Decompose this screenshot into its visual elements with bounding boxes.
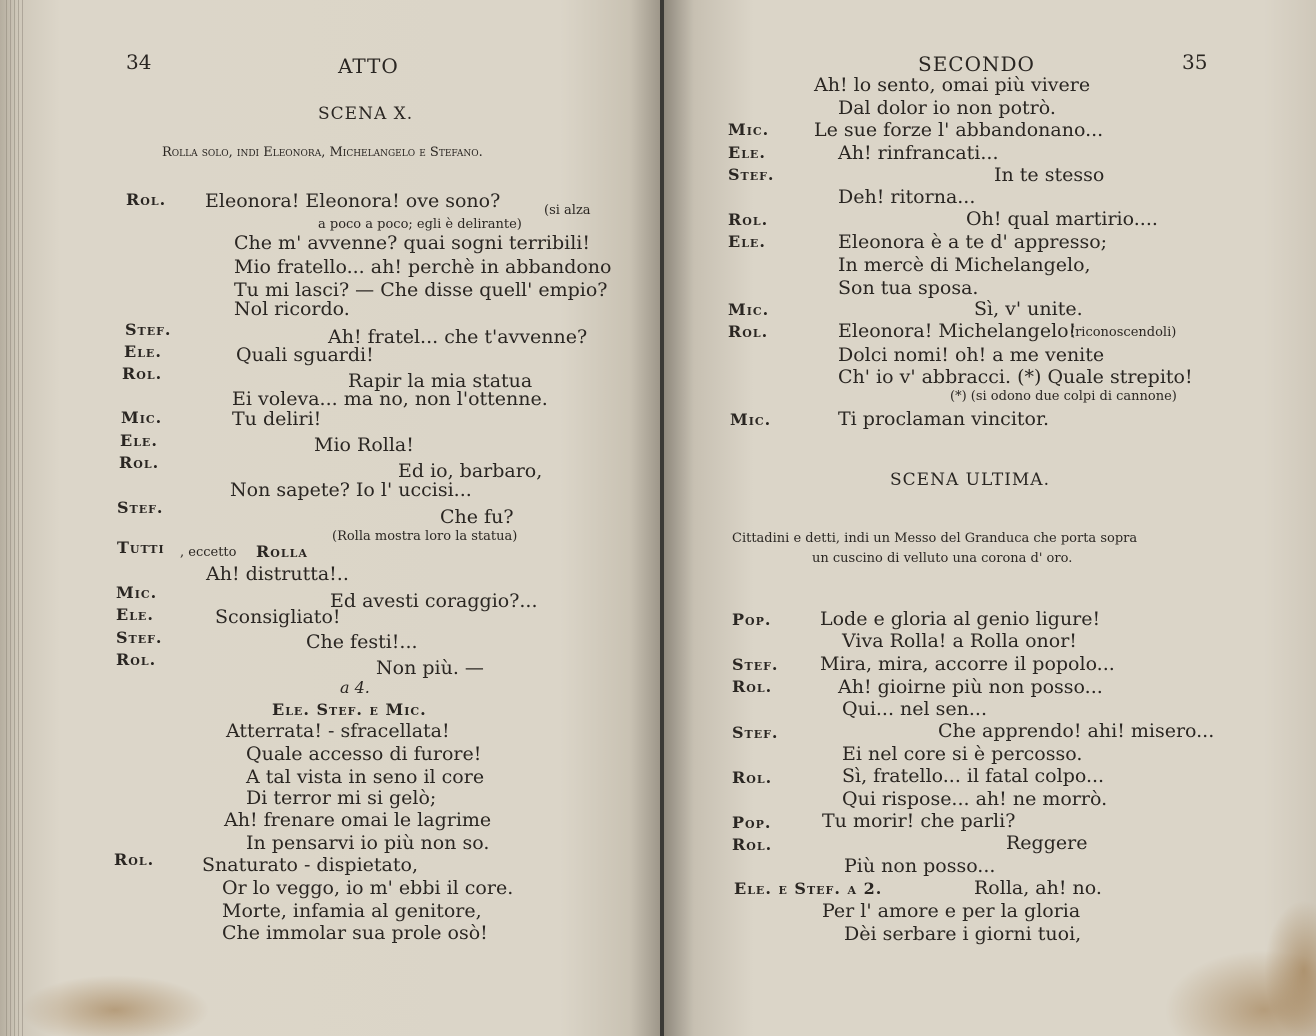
verse-line: Ah! lo sento, omai più vivere [814,74,1091,96]
speaker-label: Mic. [730,410,772,429]
speaker-label: Rol. [116,650,157,669]
verse-line: Qui rispose... ah! ne morrò. [842,788,1108,810]
speaker-label: Rolla [256,542,308,561]
verse-line: Quale accesso di furore! [246,743,482,765]
verse-line: Che immolar sua prole osò! [222,922,488,944]
ensemble-speakers: Ele. Stef. e Mic. [272,700,427,719]
verse-line: Viva Rolla! a Rolla onor! [842,630,1077,652]
speaker-label: Pop. [732,813,772,832]
verse-line: Che apprendo! ahi! misero... [938,720,1215,742]
right-page [664,0,1316,1036]
speaker-label: Stef. [728,165,775,184]
verse-line: Ei nel core si è percosso. [842,743,1083,765]
verse-line: Mio Rolla! [314,434,414,456]
verse-line: Tu mi lasci? — Che disse quell' empio? [234,279,608,301]
verse-line: Che m' avvenne? quai sogni terribili! [234,232,591,254]
verse-line: Che festi!... [306,631,418,653]
verse-line: A tal vista in seno il core [246,766,485,788]
verse-line: Dal dolor io non potrò. [838,97,1056,119]
verse-line: Tu morir! che parli? [822,810,1016,832]
speaker-label: Rol. [126,190,167,209]
verse-line: Deh! ritorna... [838,186,976,208]
speaker-label: Mic. [121,408,163,427]
verse-line: Nol ricordo. [234,298,350,320]
stage-direction: (si alza [544,203,591,218]
verse-line: Ah! distrutta!.. [206,563,349,585]
verse-line: Ah! rinfrancati... [838,142,999,164]
verse-line: Son tua sposa. [838,277,979,299]
stage-direction: (riconoscendoli) [1070,325,1177,340]
verse-line: Or lo veggo, io m' ebbi il core. [222,877,514,899]
verse-line: Ti proclaman vincitor. [838,408,1050,430]
speaker-label: Mic. [728,300,770,319]
verse-line: Mira, mira, accorre il popolo... [820,653,1115,675]
verse-line: Eleonora è a te d' appresso; [838,231,1108,253]
scene-direction: Cittadini e detti, indi un Messo del Granduca che porta sopra [732,531,1138,546]
speaker-label: Mic. [728,120,770,139]
speaker-label: Rol. [114,850,155,869]
scene-direction: Rolla solo, indi Eleonora, Michelangelo e Stefano. [162,145,483,160]
ensemble-marker: a 4. [340,678,370,697]
page-number: 34 [126,50,152,74]
speaker-label: Stef. [116,628,163,647]
speaker-label: Ele. [120,431,158,450]
speaker-label: Pop. [732,610,772,629]
speaker-label: Ele. [124,342,162,361]
verse-line: Rolla, ah! no. [974,877,1102,899]
speaker-label: Rol. [732,835,773,854]
verse-line: Per l' amore e per la gloria [822,900,1081,922]
speaker-label: Rol. [728,210,769,229]
verse-line: Dèi serbare i giorni tuoi, [844,923,1082,945]
verse-line: Ch' io v' abbracci. (*) Quale strepito! [838,366,1193,388]
verse-line: Ah! gioirne più non posso... [838,676,1103,698]
verse-line: Quali sguardi! [236,344,374,366]
verse-line: Eleonora! Eleonora! ove sono? [205,190,501,212]
verse-line: Ei voleva... ma no, non l'ottenne. [232,388,548,410]
speaker-label: Rol. [732,677,773,696]
speaker-label: Rol. [732,768,773,787]
verse-line: Di terror mi si gelò; [246,787,437,809]
speaker-label: Stef. [732,655,779,674]
page-number: 35 [1182,50,1208,74]
speaker-label: Rol. [728,322,769,341]
verse-line: Lode e gloria al genio ligure! [820,608,1101,630]
speaker-label: Tutti [117,538,165,557]
speaker-label: Rol. [122,364,163,383]
verse-line: Oh! qual martirio.... [966,208,1158,230]
verse-line: Ed io, barbaro, [398,460,543,482]
verse-line: In te stesso [994,164,1105,186]
verse-line: Reggere [1006,832,1088,854]
speaker-label: Ele. [728,232,766,251]
scene-title: SCENA ULTIMA. [890,470,1050,490]
speaker-label: Ele. e Stef. a 2. [734,879,883,898]
scene-direction: un cuscino di velluto una corona d' oro. [812,551,1073,566]
verse-line: Qui... nel sen... [842,698,987,720]
verse-line: Morte, infamia al genitore, [222,900,482,922]
verse-line: Sconsigliato! [215,606,341,628]
verse-line: Atterrata! - sfracellata! [226,720,450,742]
verse-line: Non sapete? Io l' uccisi... [230,479,472,501]
verse-line: Rapir la mia statua [348,370,533,392]
speaker-label: Stef. [125,320,172,339]
verse-line: In pensarvi io più non so. [246,832,490,854]
stain [20,975,210,1036]
verse-line: In mercè di Michelangelo, [838,254,1091,276]
stage-direction: a poco a poco; egli è delirante) [318,217,522,232]
running-head: SECONDO [918,52,1035,76]
speaker-connector: , eccetto [180,545,237,560]
verse-line: Non più. — [376,657,484,679]
stage-direction: (Rolla mostra loro la statua) [332,529,518,544]
verse-line: Che fu? [440,506,514,528]
verse-line: Le sue forze l' abbandonano... [814,119,1104,141]
running-head: ATTO [338,54,399,78]
speaker-label: Rol. [119,453,160,472]
speaker-label: Stef. [732,723,779,742]
verse-line: Tu deliri! [232,408,322,430]
verse-line: Mio fratello... ah! perchè in abbandono [234,256,612,278]
verse-line: Ed avesti coraggio?... [330,590,538,612]
verse-line: Ah! frenare omai le lagrime [224,809,492,831]
verse-line: Sì, v' unite. [974,298,1083,320]
verse-line: Ah! fratel... che t'avvenne? [328,326,588,348]
verse-line: Più non posso... [844,855,996,877]
scene-title: SCENA X. [318,104,414,124]
verse-line: Dolci nomi! oh! a me venite [838,344,1105,366]
speaker-label: Ele. [728,143,766,162]
speaker-label: Mic. [116,583,158,602]
speaker-label: Stef. [117,498,164,517]
stage-direction: (*) (si odono due colpi di cannone) [950,389,1177,404]
verse-line: Sì, fratello... il fatal colpo... [842,765,1105,787]
page-edges [6,0,24,1036]
speaker-label: Ele. [116,605,154,624]
verse-line: Eleonora! Michelangelo! [838,320,1077,342]
verse-line: Snaturato - dispietato, [202,854,418,876]
